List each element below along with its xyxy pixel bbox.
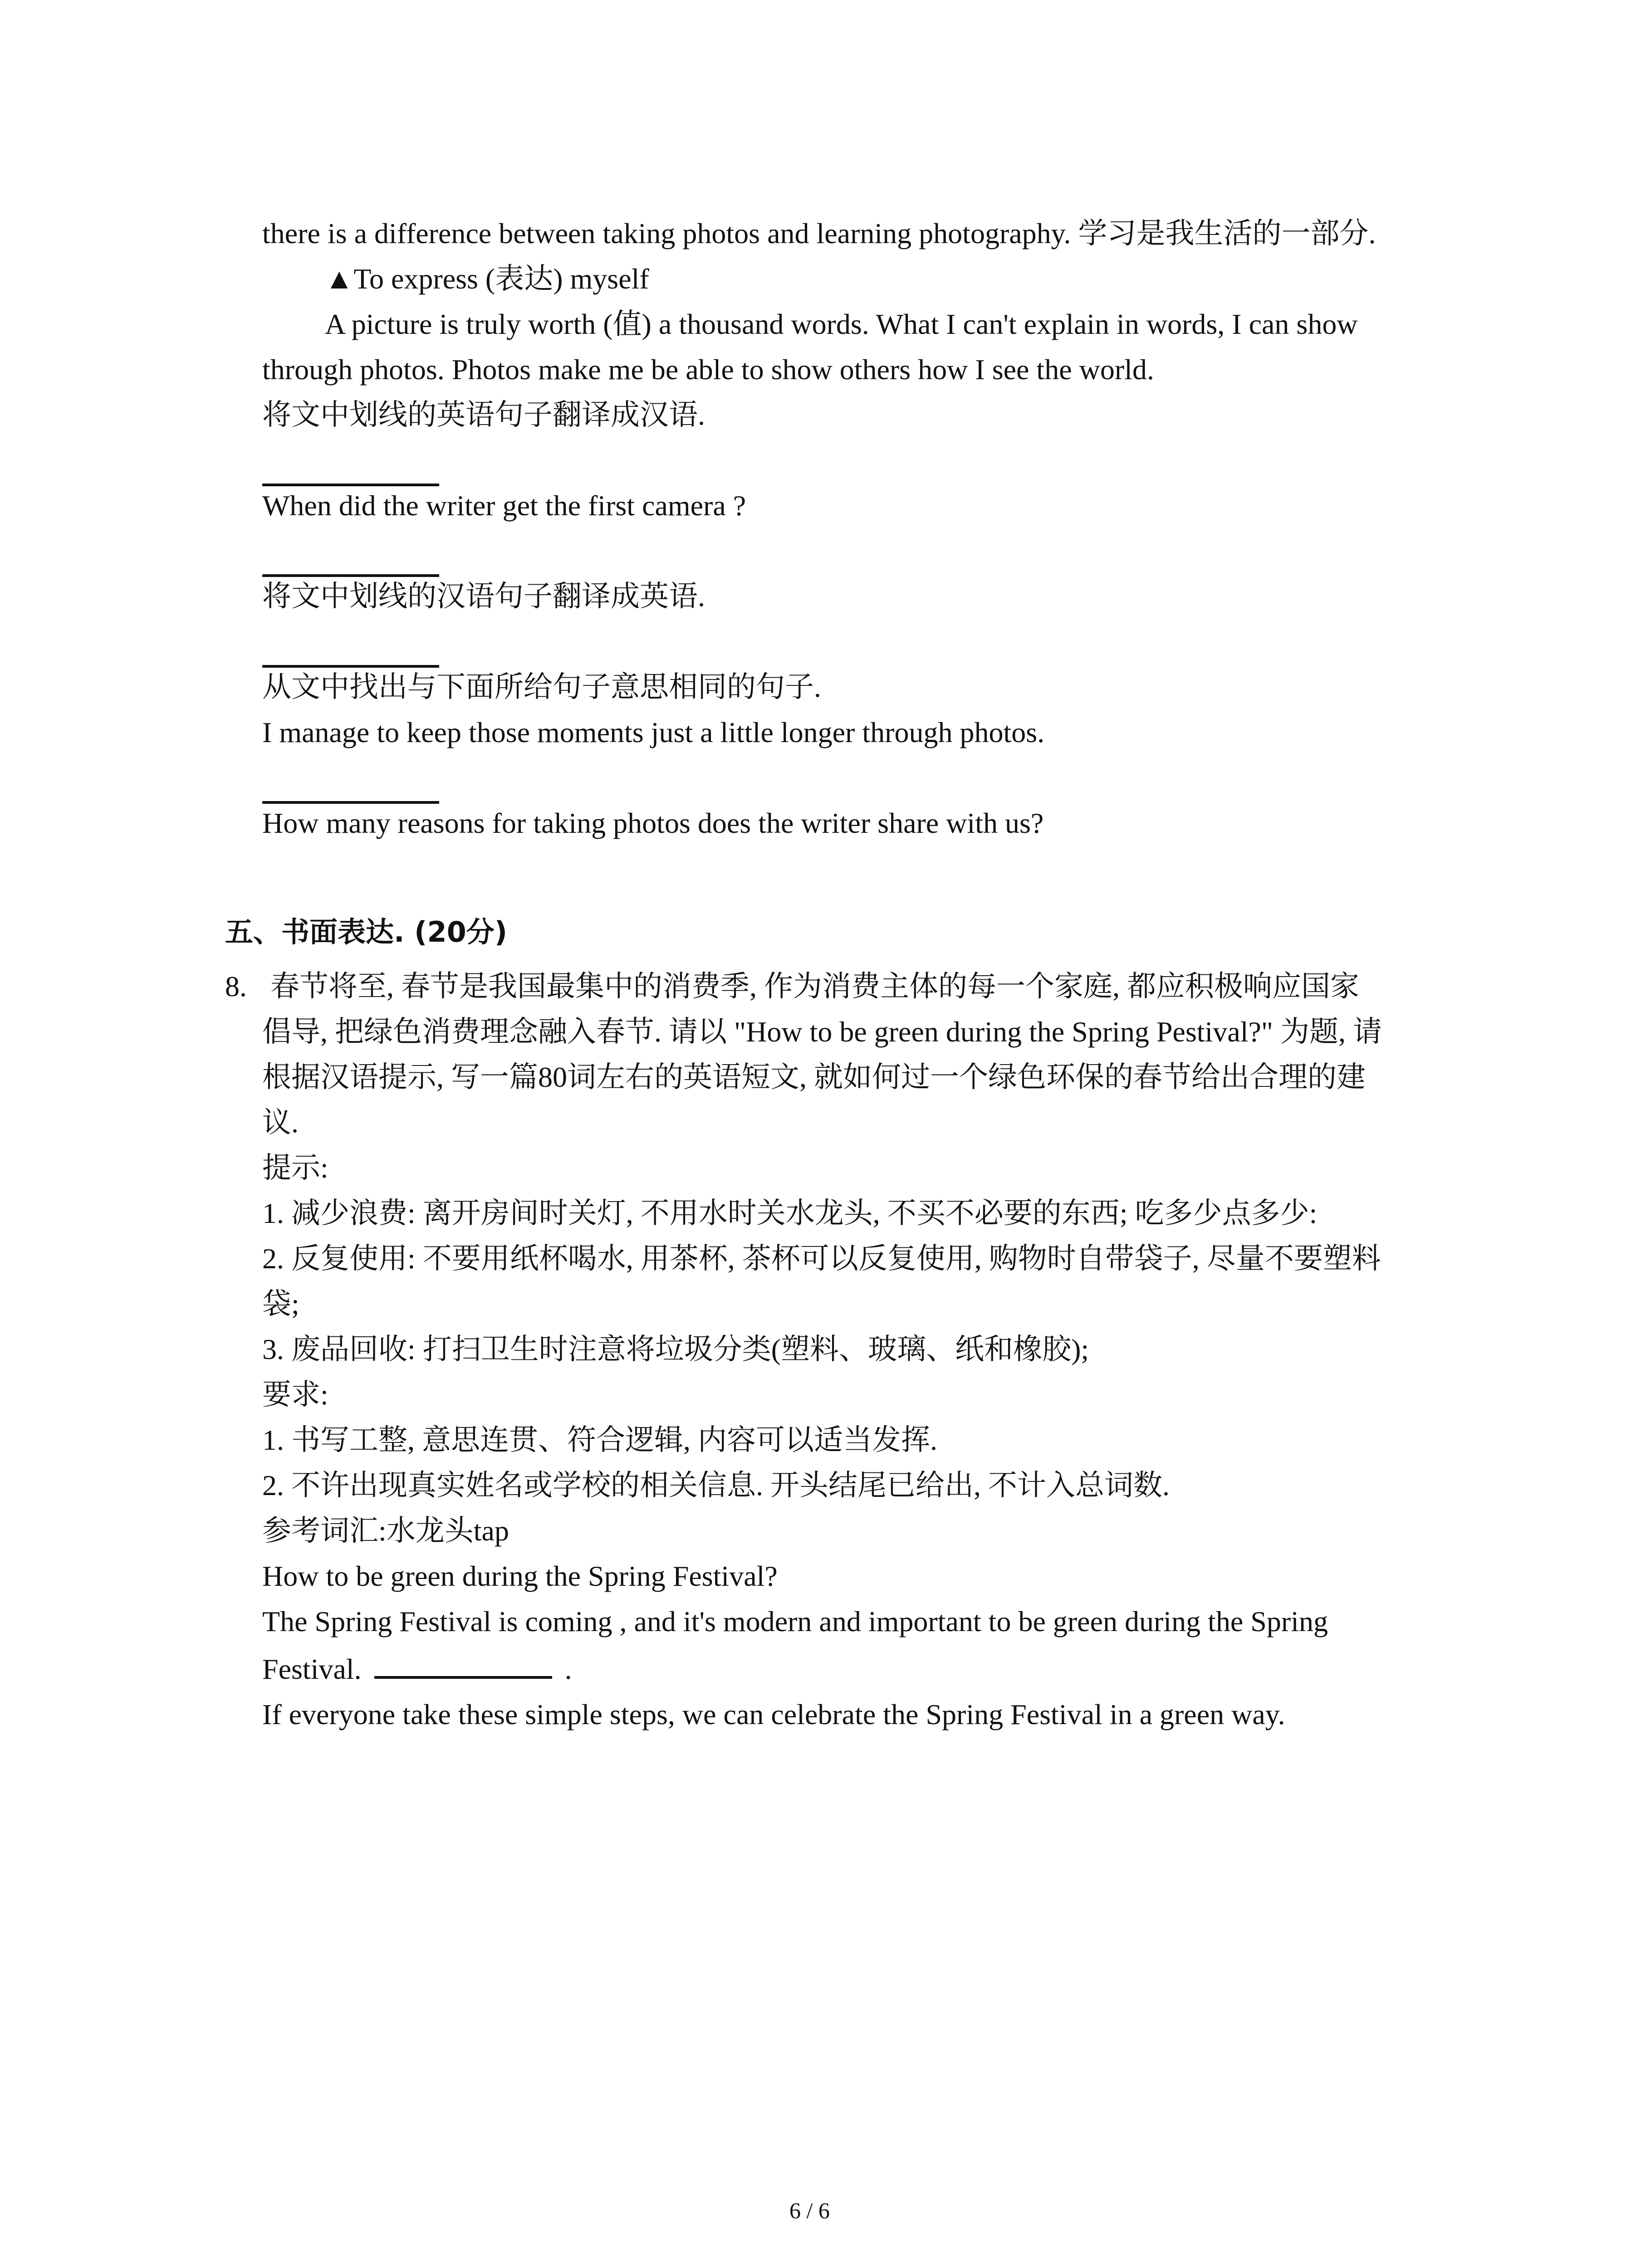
- passage-line: A picture is truly worth (值) a thousand words. What I can't explain in words, I can show: [325, 308, 1358, 340]
- essay-answer-blank[interactable]: [374, 1649, 552, 1679]
- question-4-sentence: I manage to keep those moments just a little longer through photos.: [262, 716, 1045, 748]
- requirement-item: 1. 书写工整, 意思连贯、符合逻辑, 内容可以适当发挥.: [262, 1424, 937, 1456]
- question-5-prompt: How many reasons for taking photos does the writer share with us?: [262, 807, 1044, 839]
- passage-line: through photos. Photos make me be able to show others how I see the world.: [262, 353, 1154, 386]
- question-number: 8.: [225, 970, 247, 1002]
- hint-item-continuation: 袋;: [262, 1288, 299, 1320]
- passage-line: there is a difference between taking photos and learning photography. 学习是我生活的一部分.: [262, 217, 1376, 249]
- task-paragraph-line: 春节将至, 春节是我国最集中的消费季, 作为消费主体的每一个家庭, 都应积极响应国家: [270, 970, 1359, 1002]
- essay-text: Festival.: [262, 1653, 362, 1685]
- task-paragraph-line: 根据汉语提示, 写一篇80词左右的英语短文, 就如何过一个绿色环保的春节给出合理的建: [262, 1061, 1366, 1093]
- hint-item: 2. 反复使用: 不要用纸杯喝水, 用茶杯, 茶杯可以反复使用, 购物时自带袋子, 尽量不要塑料: [262, 1242, 1381, 1275]
- essay-opening-line-2: [262, 1649, 572, 1690]
- hint-item: 1. 减少浪费: 离开房间时关灯, 不用水时关水龙头, 不买不必要的东西; 吃多少点多少:: [262, 1197, 1318, 1229]
- task-paragraph-line: 议.: [262, 1106, 299, 1139]
- essay-title: How to be green during the Spring Festival?: [262, 1560, 778, 1592]
- requirement-item: 2. 不许出现真实姓名或学校的相关信息. 开头结尾已给出, 不计入总词数.: [262, 1469, 1170, 1501]
- essay-closing-line: If everyone take these simple steps, we can celebrate the Spring Festival in a green way.: [262, 1698, 1285, 1730]
- question-4-prompt: 从文中找出与下面所给句子意思相同的句子.: [262, 671, 821, 703]
- passage-subheading: ▲To express (表达) myself: [325, 263, 649, 295]
- section-heading: 五、书面表达. (20分): [225, 915, 508, 948]
- requirements-label: 要求:: [262, 1378, 328, 1411]
- question-3-prompt: 将文中划线的汉语句子翻译成英语.: [262, 580, 705, 612]
- hint-item: 3. 废品回收: 打扫卫生时注意将垃圾分类(塑料、玻璃、纸和橡胶);: [262, 1333, 1089, 1365]
- hint-label: 提示:: [262, 1152, 328, 1184]
- essay-text: .: [564, 1653, 572, 1685]
- page-number: 6 / 6: [789, 2198, 830, 2223]
- task-paragraph-line: 倡导, 把绿色消费理念融入春节. 请以 "How to be green during the Spring Pestival?" 为题, 请: [262, 1016, 1382, 1048]
- question-2-prompt: When did the writer get the first camera ?: [262, 489, 746, 522]
- vocabulary-reference: 参考词汇:水龙头tap: [262, 1515, 509, 1547]
- question-1-prompt: 将文中划线的英语句子翻译成汉语.: [262, 399, 705, 431]
- essay-opening-line: The Spring Festival is coming , and it's modern and important to be green during the Spring: [262, 1605, 1328, 1637]
